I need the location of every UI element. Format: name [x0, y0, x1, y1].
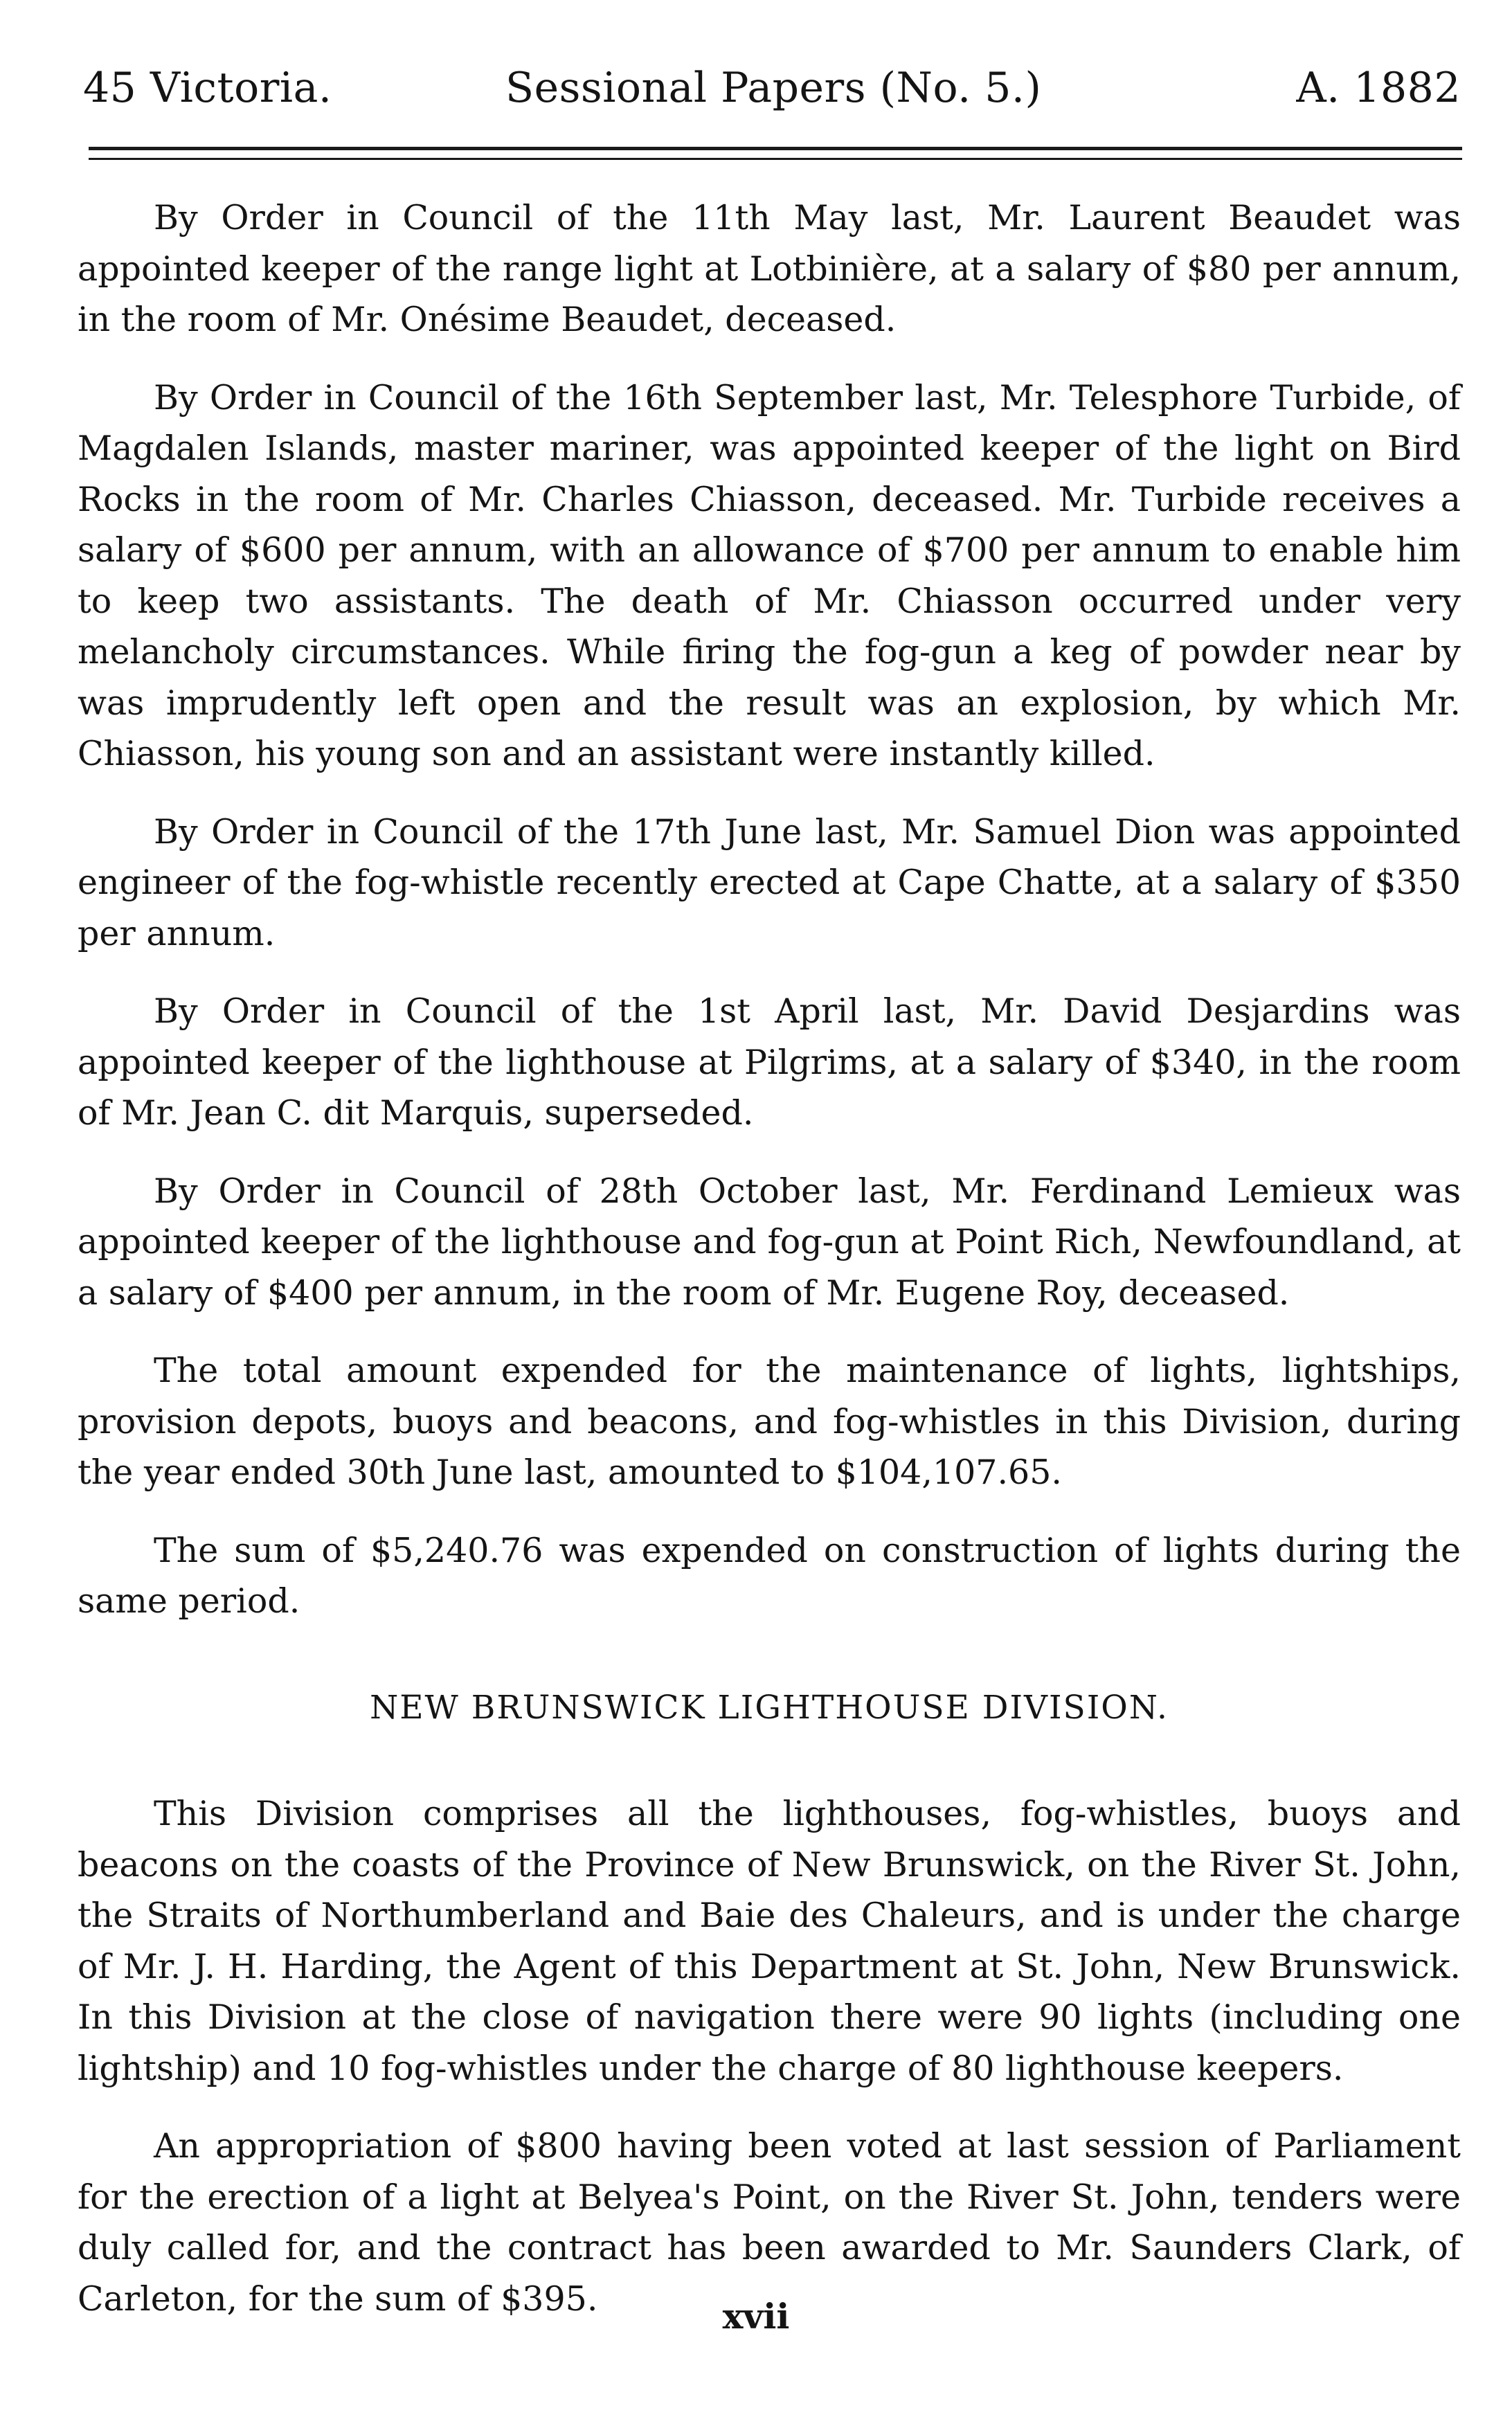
paragraph-beaudet: By Order in Council of the 11th May last, Mr. Laurent Beaudet was appointed keeper of the range light at Lotbinière, at a salary of $80 per annum, in the room of Mr. Onésime Beaudet, deceased. [78, 198, 1461, 339]
paragraph-maintenance-total: The total amount expended for the maintenance of lights, lightships, provision depots, buoys and beacons, and fog-whistles in this Division, during the year ended 30th June last, amounted to $104,107.65. [78, 1351, 1461, 1492]
running-header [83, 64, 1461, 126]
paragraph-turbide: By Order in Council of the 16th September last, Mr. Telesphore Turbide, of Magdalen Islands, master mariner, was appointed keeper of the light on Bird Rocks in the room of Mr. Charles Chiasson, deceased. Mr. Turbide receives a salary of $600 per annum, with an allowance of $700 per annum to enable him to keep two assistants. The death of Mr. Chiasson occurred under very melancholy circumstances. While firing the fog-gun a keg of powder near by was imprudently left open and the result was an explosion, by which Mr. Chiasson, his young son and an assistant were instantly killed. [78, 377, 1461, 773]
paragraph-division-description: This Division comprises all the lighthouses, fog-whistles, buoys and beacons on the coasts of the Province of New Brunswick, on the River St. John, the Straits of Northumberland and Baie des Chaleurs, and is under the charge of Mr. J. H. Harding, the Agent of this Department at St. John, New Brunswick. In this Division at the close of navigation there were 90 lights (including one lightship) and 10 fog-whistles under the charge of 80 lighthouse keepers. [78, 1794, 1461, 2088]
header-rule-thick [89, 147, 1462, 150]
body-text [78, 192, 1461, 2324]
paragraph-desjardins: By Order in Council of the 1st April last, Mr. David Desjardins was appointed keeper of the lighthouse at Pilgrims, at a salary of $340, in the room of Mr. Jean C. dit Marquis, superseded. [78, 991, 1461, 1133]
header-rule-thin [89, 158, 1462, 160]
section-heading: NEW BRUNSWICK LIGHTHOUSE DIVISION. [370, 1688, 1169, 1727]
header-title: Sessional Papers (No. 5.) [505, 64, 1042, 112]
paragraph-dion: By Order in Council of the 17th June last, Mr. Samuel Dion was appointed engineer of the fog-whistle recently erected at Cape Chatte, at a salary of $350 per annum. [78, 811, 1461, 953]
page-number: xvii [722, 2296, 790, 2337]
header-year: A. 1882 [1296, 64, 1461, 112]
paragraph-belyeas-point: An appropriation of $800 having been voted at last session of Parliament for the erection of a light at Belyea's Point, on the River St. John, tenders were duly called for, and the contract has been awarded to Mr. Saunders Clark, of Carleton, for the sum of $395. [78, 2126, 1461, 2319]
paragraph-construction-sum: The sum of $5,240.76 was expended on construction of lights during the same period. [78, 1530, 1461, 1621]
paragraph-lemieux: By Order in Council of 28th October last, Mr. Ferdinand Lemieux was appointed keeper of the lighthouse and fog-gun at Point Rich, Newfoundland, at a salary of $400 per annum, in the room of Mr. Eugene Roy, deceased. [78, 1171, 1461, 1313]
header-session: 45 Victoria. [83, 64, 332, 112]
